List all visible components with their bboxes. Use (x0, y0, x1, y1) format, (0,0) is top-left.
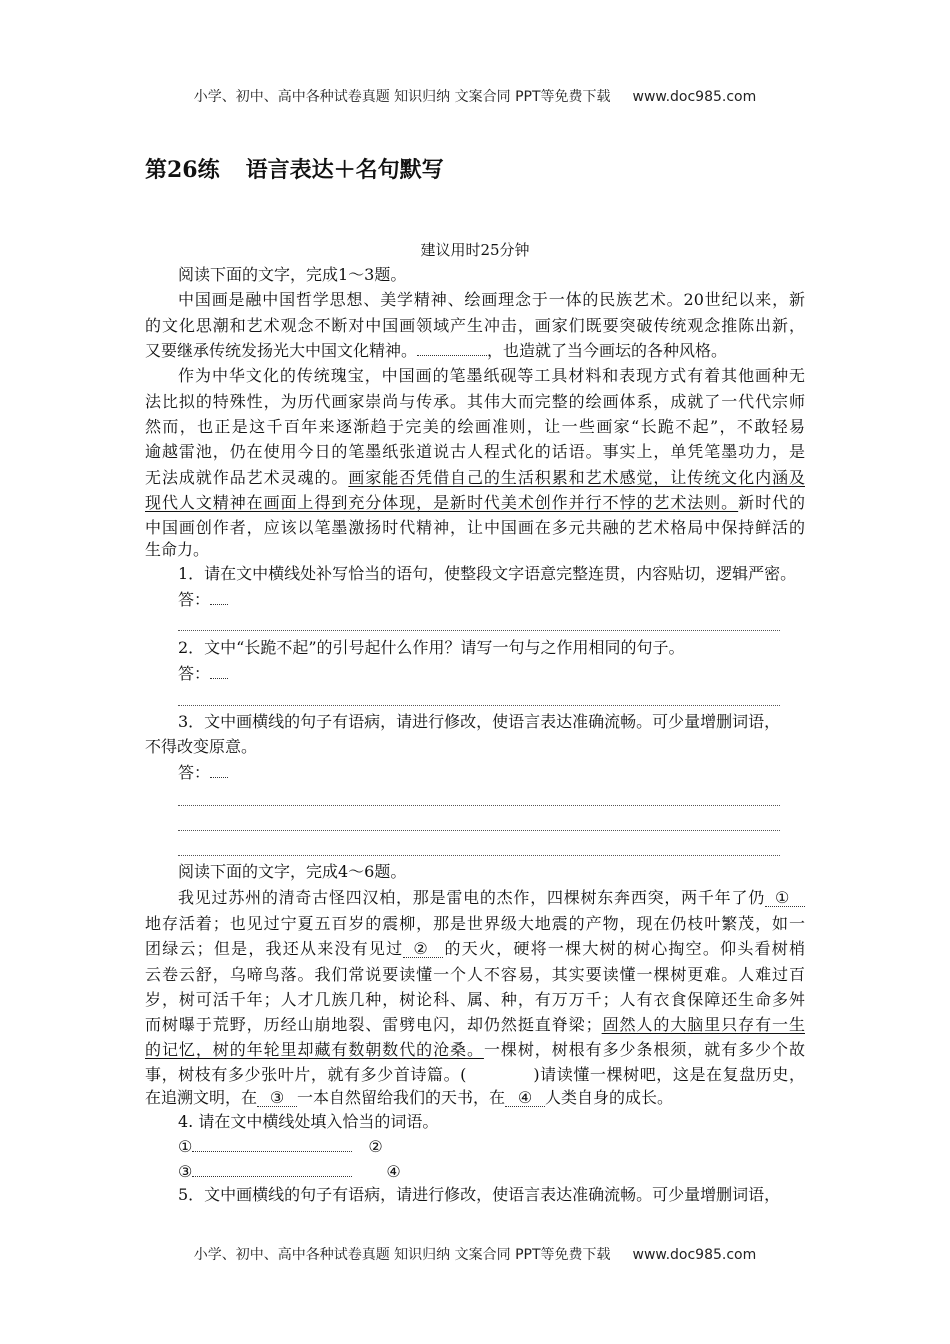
text-segment: 中国画是融中国哲学思想、美学精神、绘画理念于一体的民族艺术。20世纪以来，新 (178, 290, 805, 309)
text-segment: 无法成就作品艺术灵魂的。 (145, 468, 349, 487)
question-text: 5．文中画横线的句子有语病，请进行修改，使语言表达准确流畅。可少量增删词语， (178, 1185, 781, 1204)
text-segment: 新时代的 (738, 493, 805, 512)
passage-line (145, 417, 805, 437)
answer-blank[interactable] (192, 1151, 352, 1152)
answer-blank[interactable] (192, 1176, 352, 1177)
answer-label: 答： (178, 590, 211, 609)
title-number: 第26练 (145, 157, 220, 183)
answer-line[interactable] (178, 705, 780, 706)
page-title (145, 157, 444, 183)
blank-number: ② (368, 1137, 383, 1156)
text-segment: 生命力。 (145, 540, 210, 559)
header-text: 小学、初中、高中各种试卷真题 知识归纳 文案合同 PPT等免费下载 (193, 89, 611, 105)
header-site: www.doc985.com (632, 89, 757, 105)
underlined-sentence: 的记忆，树的年轮里却藏有数朝数代的沧桑。 (145, 1040, 484, 1059)
passage-line (178, 290, 805, 310)
page-footer (0, 1245, 950, 1265)
section-intro: 阅读下面的文字，完成4～6题。 (178, 862, 407, 881)
passage-line (145, 392, 805, 412)
fill-blank[interactable]: ③ (257, 1090, 297, 1107)
passage-line (145, 1088, 805, 1108)
passage-line (145, 1040, 805, 1060)
text-segment: 作为中华文化的传统瑰宝，中国画的笔墨纸砚等工具材料和表现方式有着其他画种无 (178, 366, 805, 385)
passage-line (145, 493, 805, 513)
text-segment: 团绿云；但是，我还从来没有见过 (145, 939, 404, 958)
answer-row (178, 1137, 805, 1157)
answer-row (178, 664, 805, 684)
footer-site: www.doc985.com (632, 1247, 757, 1263)
passage-line (145, 1065, 805, 1085)
fill-blank[interactable] (417, 355, 487, 356)
text-segment: 逾越雷池，仍在使用今日的笔墨纸张道说古人程式化的话语。事实上，单凭笔墨功力，是 (145, 442, 805, 461)
text-segment: 法比拟的特殊性，为历代画家崇尚与传承。其伟大而完整的绘画体系，成就了一代代宗师 (145, 392, 805, 411)
passage-line (145, 965, 805, 985)
text-segment: 的文化思潮和艺术观念不断对中国画领域产生冲击，画家们既要突破传统观念推陈出新， (145, 316, 805, 335)
text-segment: 又要继承传统发扬光大中国文化精神。 (145, 341, 418, 360)
answer-label: 答： (178, 664, 211, 683)
blank-number: ① (178, 1137, 193, 1156)
answer-row (178, 763, 805, 783)
answer-line[interactable] (178, 630, 780, 631)
answer-blank[interactable] (210, 604, 228, 605)
passage-line (178, 888, 805, 908)
question-text: 4. 请在文中横线处填入恰当的词语。 (178, 1112, 439, 1131)
blank-number: ④ (386, 1162, 401, 1181)
answer-blank[interactable] (210, 777, 228, 778)
footer-text: 小学、初中、高中各种试卷真题 知识归纳 文案合同 PPT等免费下载 (193, 1247, 611, 1263)
passage-line (178, 366, 805, 386)
text-segment: 而树曝于荒野，历经山崩地裂、雷劈电闪，却仍然挺直脊梁； (145, 1015, 602, 1034)
answer-line[interactable] (178, 830, 780, 831)
page-header (0, 87, 950, 107)
text-segment: 中国画创作者，应该以笔墨激扬时代精神，让中国画在多元共融的艺术格局中保持鲜活的 (145, 518, 805, 537)
question-text: 不得改变原意。 (145, 737, 258, 756)
answer-label: 答： (178, 763, 211, 782)
text-segment: 云卷云舒，乌啼鸟落。我们常说要读懂一个人不容易，其实要读懂一棵树更难。人难过百 (145, 965, 805, 984)
passage-line (145, 518, 805, 538)
passage-line (145, 540, 805, 560)
question-text: 2．文中“长跪不起”的引号起什么作用？请写一句与之作用相同的句子。 (178, 638, 685, 657)
text-segment: 在追溯文明，在 (145, 1088, 258, 1107)
question-text: 3．文中画横线的句子有语病，请进行修改，使语言表达准确流畅。可少量增删词语， (178, 712, 781, 731)
text-segment: 一本自然留给我们的天书，在 (297, 1088, 506, 1107)
text-segment: 一棵树，树根有多少条根须，就有多少个故 (483, 1040, 805, 1059)
passage-line (145, 341, 805, 361)
answer-line[interactable] (178, 805, 780, 806)
text-segment: 事，树枝有多少张叶片，就有多少首诗篇。( )请读懂一棵树吧，这是在复盘历史， (145, 1065, 805, 1084)
suggested-time: 建议用时25分钟 (420, 241, 530, 259)
underlined-sentence: 画家能否凭借自己的生活积累和艺术感觉，让传统文化内涵及 (348, 468, 805, 487)
passage-line (145, 990, 805, 1010)
text-segment: 岁，树可活千年；人才几族几种，树论科、属、种，有万万千；人有衣食保障还生命多舛 (145, 990, 805, 1009)
fill-blank[interactable]: ① (765, 890, 805, 907)
answer-blank[interactable] (210, 678, 228, 679)
section-intro: 阅读下面的文字，完成1～3题。 (178, 265, 407, 284)
passage-line (145, 939, 805, 959)
text-segment: 人类自身的成长。 (545, 1088, 674, 1107)
text-segment: 地存活着；也见过宁夏五百岁的震柳，那是世界级大地震的产物，现在仍枝叶繁茂，如一 (145, 914, 805, 933)
fill-blank[interactable]: ④ (505, 1090, 545, 1107)
answer-row (178, 1162, 805, 1182)
fill-blank[interactable]: ② (403, 941, 443, 958)
text-segment: 我见过苏州的清奇古怪四汉柏，那是雷电的杰作，四棵树东奔西突，两千年了仍 (178, 888, 765, 907)
underlined-sentence: 现代人文精神在画面上得到充分体现，是新时代美术创作并行不悖的艺术法则。 (145, 493, 739, 512)
text-segment: 然而，也正是这千百年来逐渐趋于完美的绘画准则，让一些画家“长跪不起”，不敢轻易 (145, 417, 805, 436)
passage-line (145, 914, 805, 934)
title-topic: 语言表达＋名句默写 (245, 157, 444, 183)
answer-row (178, 590, 805, 610)
passage-line (145, 468, 805, 488)
answer-line[interactable] (178, 855, 780, 856)
passage-line (145, 442, 805, 462)
question-text: 1．请在文中横线处补写恰当的语句，使整段文字语意完整连贯，内容贴切，逻辑严密。 (178, 564, 797, 583)
text-segment: 的天火，硬将一棵大树的树心掏空。仰头看树梢 (443, 939, 805, 958)
passage-line (145, 316, 805, 336)
underlined-sentence: 固然人的大脑里只存有一生 (601, 1015, 805, 1034)
blank-number: ③ (178, 1162, 193, 1181)
text-segment: ，也造就了当今画坛的各种风格。 (487, 341, 728, 360)
passage-line (145, 1015, 805, 1035)
